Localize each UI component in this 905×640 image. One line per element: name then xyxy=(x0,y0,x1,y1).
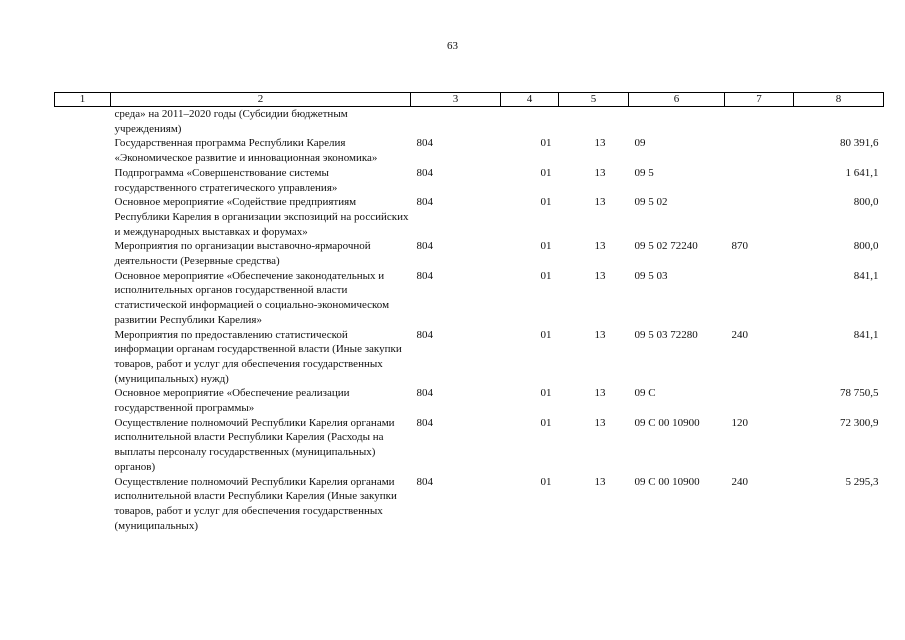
cell-name: Основное мероприятие «Содействие предприятиям Республики Карелия в организации экспозиций на российских и международных выставках и форумах» xyxy=(114,196,409,238)
table-row xyxy=(55,475,884,534)
cell-section: 01 xyxy=(540,269,552,282)
table-row xyxy=(55,328,884,387)
cell-amount: 800,0 xyxy=(853,240,879,253)
cell-subsection: 13 xyxy=(594,387,606,400)
cell-target-article: 09 С xyxy=(634,387,656,400)
cell-amount: 1 641,1 xyxy=(845,166,879,179)
cell-name: Государственная программа Республики Карелия «Экономическое развитие и инновационная экономика» xyxy=(114,137,378,165)
cell-expense-type xyxy=(725,195,794,239)
cell-expense-type: 240 xyxy=(731,328,748,341)
header-col-5: 5 xyxy=(559,93,629,107)
cell-target-article: 09 5 xyxy=(634,166,654,179)
cell-section: 01 xyxy=(540,240,552,253)
cell-name: Мероприятия по организации выставочно-ярмарочной деятельности (Резервные средства) xyxy=(114,240,371,268)
cell-section: 01 xyxy=(540,416,552,429)
table-row xyxy=(55,386,884,415)
cell-expense-type xyxy=(725,166,794,195)
cell-num xyxy=(55,386,111,415)
header-col-6: 6 xyxy=(629,93,725,107)
cell-name: Подпрограмма «Совершенствование системы государственного стратегического управления» xyxy=(114,166,338,194)
cell-subsection: 13 xyxy=(594,166,606,179)
cell-subsection: 13 xyxy=(594,475,606,488)
cell-amount: 78 750,5 xyxy=(840,387,879,400)
cell-target-article: 09 С 00 10900 xyxy=(634,416,700,429)
header-row xyxy=(55,93,884,107)
header-col-1: 1 xyxy=(55,93,111,107)
header-col-3: 3 xyxy=(411,93,501,107)
cell-num xyxy=(55,136,111,165)
cell-amount: 5 295,3 xyxy=(845,475,879,488)
cell-section: 01 xyxy=(540,166,552,179)
cell-subsection: 13 xyxy=(594,269,606,282)
cell-section: 01 xyxy=(540,196,552,209)
cell-expense-type xyxy=(725,386,794,415)
cell-ministry-code: 804 xyxy=(416,475,433,488)
header-col-4: 4 xyxy=(501,93,559,107)
cell-num xyxy=(55,195,111,239)
cell-amount: 800,0 xyxy=(853,196,879,209)
cell-target-article xyxy=(629,107,725,137)
cell-section: 01 xyxy=(540,387,552,400)
cell-section: 01 xyxy=(540,137,552,150)
budget-table xyxy=(54,92,884,533)
cell-ministry-code: 804 xyxy=(416,416,433,429)
cell-subsection: 13 xyxy=(594,416,606,429)
table-row xyxy=(55,239,884,268)
cell-num xyxy=(55,475,111,534)
cell-expense-type xyxy=(725,107,794,137)
table-row xyxy=(55,269,884,328)
table-row xyxy=(55,136,884,165)
cell-amount: 841,1 xyxy=(853,328,879,341)
cell-num xyxy=(55,269,111,328)
cell-name: Осуществление полномочий Республики Карелия органами исполнительной власти Республики Карелия (Расходы на выплаты персоналу государственных (муниципальных) органов) xyxy=(114,416,395,473)
cell-target-article: 09 xyxy=(634,137,646,150)
cell-ministry-code: 804 xyxy=(416,269,433,282)
cell-expense-type xyxy=(725,269,794,328)
table-row xyxy=(55,166,884,195)
header-col-2: 2 xyxy=(111,93,411,107)
cell-section: 01 xyxy=(540,328,552,341)
cell-amount: 80 391,6 xyxy=(840,137,879,150)
cell-section: 01 xyxy=(540,475,552,488)
cell-target-article: 09 5 02 xyxy=(634,196,668,209)
cell-subsection: 13 xyxy=(594,240,606,253)
table-row xyxy=(55,195,884,239)
cell-expense-type: 870 xyxy=(731,240,748,253)
cell-target-article: 09 5 02 72240 xyxy=(634,240,698,253)
cell-amount: 72 300,9 xyxy=(840,416,879,429)
cell-target-article: 09 5 03 72280 xyxy=(634,328,698,341)
cell-ministry-code: 804 xyxy=(416,328,433,341)
cell-subsection: 13 xyxy=(594,328,606,341)
cell-section xyxy=(501,107,559,137)
cell-target-article: 09 5 03 xyxy=(634,269,668,282)
cell-name: Мероприятия по предоставлению статистической информации органам государственной власти (Иные закупки товаров, работ и услуг для обеспечения государственных (муниципальных) нужд) xyxy=(114,328,402,385)
cell-expense-type xyxy=(725,136,794,165)
cell-num xyxy=(55,328,111,387)
cell-amount xyxy=(794,107,884,137)
header-col-7: 7 xyxy=(725,93,794,107)
cell-ministry-code: 804 xyxy=(416,166,433,179)
cell-num xyxy=(55,166,111,195)
table-row xyxy=(55,416,884,475)
page-number: 63 xyxy=(447,40,458,52)
cell-num xyxy=(55,416,111,475)
cell-num xyxy=(55,107,111,137)
table-header xyxy=(55,93,884,107)
cell-subsection: 13 xyxy=(594,196,606,209)
cell-num xyxy=(55,239,111,268)
table-body xyxy=(55,107,884,534)
cell-ministry-code: 804 xyxy=(416,196,433,209)
cell-ministry-code xyxy=(411,107,501,137)
cell-ministry-code: 804 xyxy=(416,137,433,150)
cell-ministry-code: 804 xyxy=(416,387,433,400)
cell-subsection xyxy=(559,107,629,137)
cell-ministry-code: 804 xyxy=(416,240,433,253)
cell-subsection: 13 xyxy=(594,137,606,150)
cell-name: Основное мероприятие «Обеспечение реализации государственной программы» xyxy=(114,387,350,415)
cell-name: Осуществление полномочий Республики Карелия органами исполнительной власти Республики Карелия (Иные закупки товаров, работ и услуг для обеспечения государственных (муниципальных) xyxy=(114,475,397,532)
cell-name: Основное мероприятие «Обеспечение законодательных и исполнительных органов государственной власти статистической информацией о социально-экономическом развитии Республики Карелия» xyxy=(114,269,390,326)
header-col-8: 8 xyxy=(794,93,884,107)
cell-expense-type: 120 xyxy=(731,416,748,429)
cell-expense-type: 240 xyxy=(731,475,748,488)
cell-target-article: 09 С 00 10900 xyxy=(634,475,700,488)
cell-amount: 841,1 xyxy=(853,269,879,282)
table-row xyxy=(55,107,884,137)
cell-name: среда» на 2011–2020 годы (Субсидии бюджетным учреждениям) xyxy=(114,108,348,135)
